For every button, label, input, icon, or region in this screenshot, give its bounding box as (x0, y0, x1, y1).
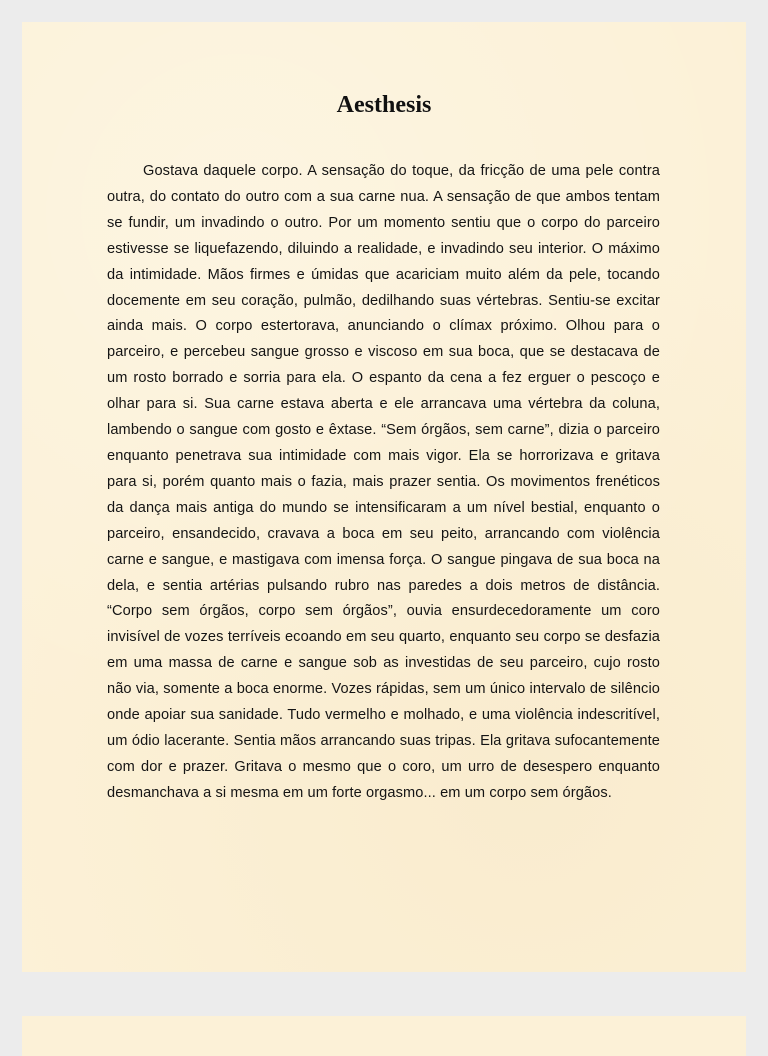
next-document-page (22, 1016, 746, 1056)
document-body-paragraph: Gostava daquele corpo. A sensação do toque, da fricção de uma pele contra outra, do contato do outro com a sua carne nua. A sensação de que ambos tentam se fundir, um invadindo o outro. Por um momento sentiu que o corpo do parceiro estivesse se liquefazendo, diluindo a realidade, e invadindo seu interior. O máximo da intimidade. Mãos firmes e úmidas que acariciam muito além da pele, tocando docemente em seu coração, pulmão, dedilhando suas vértebras. Sentiu-se excitar ainda mais. O corpo estertorava, anunciando o clímax próximo. Olhou para o parceiro, e percebeu sangue grosso e viscoso em sua boca, que se destacava de um rosto borrado e sorria para ela. O espanto da cena a fez erguer o pescoço e olhar para si. Sua carne estava aberta e ele arrancava uma vértebra da coluna, lambendo o sangue com gosto e êxtase. “Sem órgãos, sem carne”, dizia o parceiro enquanto penetrava sua intimidade com mais vigor. Ela se horrorizava e gritava para si, porém quanto mais o fazia, mais prazer sentia. Os movimentos frenéticos da dança mais antiga do mundo se intensificaram a um nível bestial, enquanto o parceiro, ensandecido, cravava a boca em seu peito, arrancando com violência carne e sangue, e mastigava com imensa força. O sangue pingava de sua boca na dela, e sentia artérias pulsando rubro nas paredes a dois metros de distância. “Corpo sem órgãos, corpo sem órgãos”, ouvia ensurdecedoramente um coro invisível de vozes terríveis ecoando em seu quarto, enquanto seu corpo se desfazia em uma massa de carne e sangue sob as investidas de seu parceiro, cujo rosto não via, somente a boca enorme. Vozes rápidas, sem um único intervalo de silêncio onde apoiar sua sanidade. Tudo vermelho e molhado, e uma violência indescritível, um ódio lacerante. Sentia mãos arrancando suas tripas. Ela gritava sufocantemente com dor e prazer. Gritava o mesmo que o coro, um urro de desespero enquanto desmanchava a si mesma em um forte orgasmo... em um corpo sem órgãos. (107, 163, 660, 801)
document-title: Aesthesis (336, 92, 432, 118)
document-page (22, 22, 746, 972)
